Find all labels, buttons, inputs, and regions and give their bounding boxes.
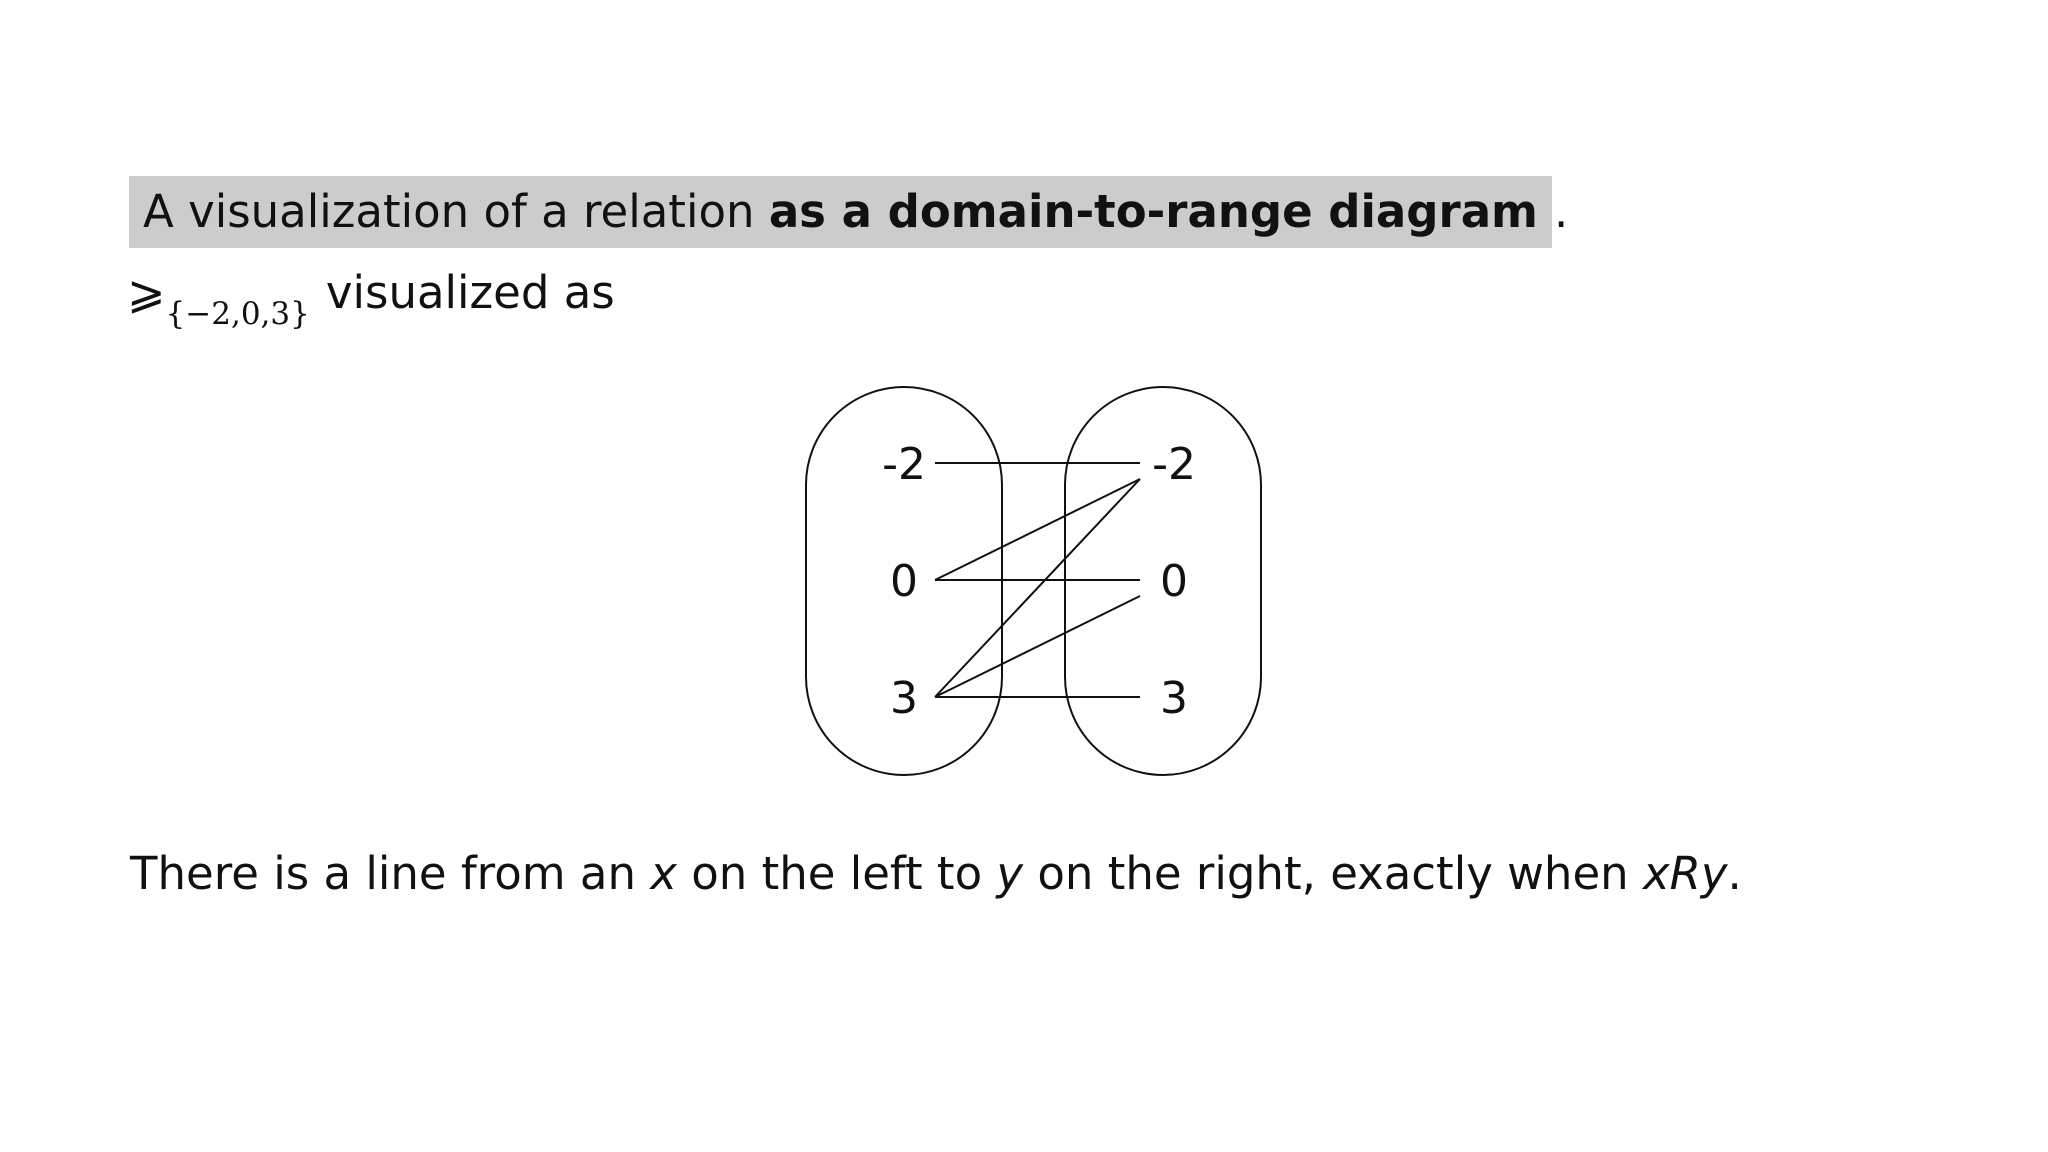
relation-subscript: {−2,0,3} <box>165 296 310 332</box>
footer-part1: There is a line from an <box>130 847 651 900</box>
footer-relation: xRy <box>1642 847 1728 900</box>
domain-element: -2 <box>882 439 926 490</box>
title-emphasis: as a domain-to-range diagram <box>768 185 1538 238</box>
footer-part2: on the left to <box>676 847 997 900</box>
relation-edges <box>935 463 1140 697</box>
relation-edge <box>935 596 1140 697</box>
range-element: 3 <box>1160 673 1188 724</box>
domain-element: 3 <box>890 673 918 724</box>
domain-element: 0 <box>890 556 918 607</box>
footer-var-y: y <box>996 847 1024 900</box>
footer-part3: on the right, exactly when <box>1023 847 1643 900</box>
relation-edge <box>935 479 1140 580</box>
relation-edge <box>935 479 1140 697</box>
domain-labels <box>882 439 926 724</box>
title-suffix: . <box>1553 185 1569 238</box>
range-labels <box>1152 439 1196 724</box>
footer-part4: . <box>1727 847 1742 900</box>
subtitle-text: visualized as <box>325 266 615 319</box>
range-element: 0 <box>1160 556 1188 607</box>
footer-note <box>130 842 1742 906</box>
footer-var-x: x <box>650 847 677 900</box>
relation-symbol: ⩾ <box>127 265 166 319</box>
title-prefix: A visualization of a relation <box>143 185 769 238</box>
range-element: -2 <box>1152 439 1196 490</box>
